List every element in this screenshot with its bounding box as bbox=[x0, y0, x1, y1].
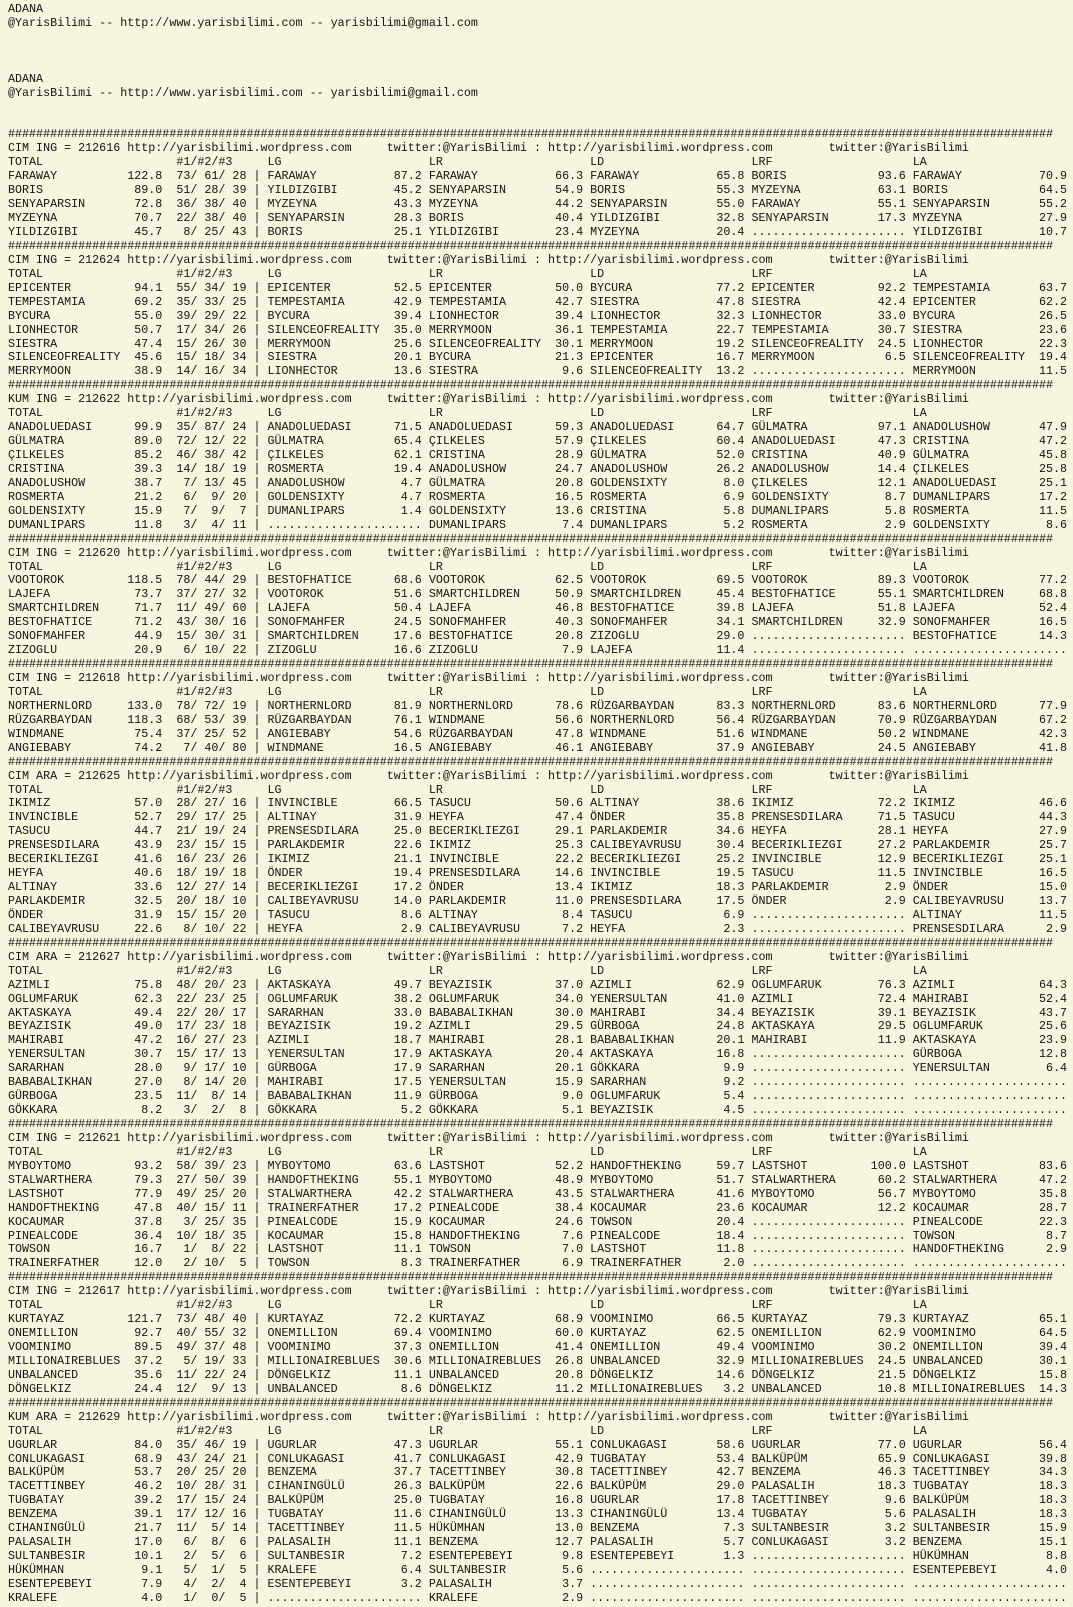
race-title: CIM ING = 212618 http://yarisbilimi.wordpress.com twitter:@YarisBilimi : http://yarisbilimi.wordpress.com twitter:@YarisBilimi bbox=[8, 671, 969, 685]
table-row: LASTSHOT 77.9 49/ 25/ 20 | STALWARTHERA 42.2 STALWARTHERA 43.5 STALWARTHERA 41.6 MYBOYTOMO 56.7 MYBOYTOMO 35.8 bbox=[8, 1186, 1068, 1201]
header-line bbox=[8, 45, 1073, 59]
table-row: LAJEFA 73.7 37/ 27/ 32 | VOOTOROK 51.6 SMARTCHILDREN 50.9 SMARTCHILDREN 45.4 BESTOFHATICE 55.1 SMARTCHILDREN 68.8 bbox=[8, 587, 1068, 602]
separator-line: ##################################################################################################################################################### bbox=[8, 754, 1054, 769]
separator-line: ##################################################################################################################################################### bbox=[8, 378, 1054, 393]
separator-line: ##################################################################################################################################################### bbox=[8, 531, 1054, 546]
table-row: CRISTINA 39.3 14/ 18/ 19 | ROSMERTA 19.4 ANADOLUSHOW 24.7 ANADOLUSHOW 26.2 ANADOLUSHOW 14.4 ÇILKELES 25.8 bbox=[8, 461, 1068, 476]
table-row: ÖNDER 31.9 15/ 15/ 20 | TASUCU 8.6 ALTINAY 8.4 TASUCU 6.9 ...................... ALTINAY 11.5 bbox=[8, 907, 1068, 922]
race-title: CIM ARA = 212625 http://yarisbilimi.wordpress.com twitter:@YarisBilimi : http://yarisbilimi.wordpress.com twitter:@YarisBilimi bbox=[8, 768, 969, 783]
table-row: DUMANLIPARS 11.8 3/ 4/ 11 | ...................... DUMANLIPARS 7.4 DUMANLIPARS 5.2 ROSMERTA 2.9 GOLDENSIXTY 8.6 bbox=[8, 517, 1068, 532]
table-row: YENERSULTAN 30.7 15/ 17/ 13 | YENERSULTAN 17.9 AKTASKAYA 20.4 AKTASKAYA 16.8 ...................... GÜRBOGA 12.8 bbox=[8, 1047, 1068, 1062]
table-row: GÜLMATRA 89.0 72/ 12/ 22 | GÜLMATRA 65.4 ÇILKELES 57.9 ÇILKELES 60.4 ANADOLUEDASI 47.3 CRISTINA 47.2 bbox=[8, 434, 1068, 449]
column-header: TOTAL #1/#2/#3 LG LR LD LRF LA bbox=[8, 406, 927, 421]
table-row: ALTINAY 33.6 12/ 27/ 14 | BECERIKLIEZGI 17.2 ÖNDER 13.4 IKIMIZ 18.3 PARLAKDEMIR 2.9 ÖNDER 15.0 bbox=[8, 880, 1068, 895]
table-row: KURTAYAZ 121.7 73/ 48/ 40 | KURTAYAZ 72.2 KURTAYAZ 68.9 VOOMINIMO 66.5 KURTAYAZ 79.3 KURTAYAZ 65.1 bbox=[8, 1312, 1068, 1327]
table-row: ANADOLUEDASI 99.9 35/ 87/ 24 | ANADOLUEDASI 71.5 ANADOLUEDASI 59.3 ANADOLUEDASI 64.7 GÜLMATRA 97.1 ANADOLUSHOW 47.9 bbox=[8, 420, 1068, 435]
table-row: TOWSON 16.7 1/ 8/ 22 | LASTSHOT 11.1 TOWSON 7.0 LASTSHOT 11.8 ...................... HANDOFTHEKING 2.9 bbox=[8, 1242, 1068, 1257]
table-row: GOLDENSIXTY 15.9 7/ 9/ 7 | DUMANLIPARS 1.4 GOLDENSIXTY 13.6 CRISTINA 5.8 DUMANLIPARS 5.8 ROSMERTA 11.5 bbox=[8, 503, 1068, 518]
table-row: ANADOLUSHOW 38.7 7/ 13/ 45 | ANADOLUSHOW 4.7 GÜLMATRA 20.8 GOLDENSIXTY 8.0 ÇILKELES 12.1 ANADOLUEDASI 25.1 bbox=[8, 475, 1068, 490]
header-line: @YarisBilimi -- http://www.yarisbilimi.com -- yarisbilimi@gmail.com bbox=[8, 15, 478, 30]
header-line: ADANA bbox=[8, 2, 44, 16]
table-row: CALIBEYAVRUSU 22.6 8/ 10/ 22 | HEYFA 2.9 CALIBEYAVRUSU 7.2 HEYFA 2.3 ...................... PRENSESDILARA 2.9 bbox=[8, 921, 1068, 936]
table-row: PALASALIH 17.0 6/ 8/ 6 | PALASALIH 11.1 BENZEMA 12.7 PALASALIH 5.7 CONLUKAGASI 3.2 BENZEMA 15.1 bbox=[8, 1535, 1068, 1550]
table-row: PINEALCODE 36.4 10/ 18/ 35 | KOCAUMAR 15.8 HANDOFTHEKING 7.6 PINEALCODE 18.4 ...................... TOWSON 8.7 bbox=[8, 1228, 1068, 1243]
table-row: KRALEFE 4.0 1/ 0/ 5 | ...................... KRALEFE 2.9 ...................... ...................... ...................... bbox=[8, 1590, 1068, 1605]
table-row: YILDIZGIBI 45.7 8/ 25/ 43 | BORIS 25.1 YILDIZGIBI 23.4 MYZEYNA 20.4 ...................... YILDIZGIBI 10.7 bbox=[8, 225, 1068, 239]
table-row: SULTANBESIR 10.1 2/ 5/ 6 | SULTANBESIR 7.2 ESENTEPEBEYI 9.8 ESENTEPEBEYI 1.3 ...................... HÜKÜMHAN 8.8 bbox=[8, 1549, 1068, 1564]
table-row: HÜKÜMHAN 9.1 5/ 1/ 5 | KRALEFE 6.4 SULTANBESIR 5.6 ...................... ...................... ESENTEPEBEYI 4.0 bbox=[8, 1563, 1068, 1577]
table-row: ZIZOGLU 20.9 6/ 10/ 22 | ZIZOGLU 16.6 ZIZOGLU 7.9 LAJEFA 11.4 ...................... ...................... bbox=[8, 643, 1068, 658]
race-title: CIM ING = 212617 http://yarisbilimi.wordpress.com twitter:@YarisBilimi : http://yarisbilimi.wordpress.com twitter:@YarisBilimi bbox=[8, 1284, 969, 1299]
table-row: TUGBATAY 39.2 17/ 15/ 24 | BALKÜPÜM 25.0 TUGBATAY 16.8 UGURLAR 17.8 TACETTINBEY 9.6 BALKÜPÜM 18.3 bbox=[8, 1493, 1068, 1508]
table-row: DÖNGELKIZ 24.4 12/ 9/ 13 | UNBALANCED 8.6 DÖNGELKIZ 11.2 MILLIONAIREBLUES 3.2 UNBALANCED 10.8 MILLIONAIREBLUES 14.3 bbox=[8, 1381, 1068, 1396]
table-row: AKTASKAYA 49.4 22/ 20/ 17 | SARARHAN 33.0 BABABALIKHAN 30.0 MAHIRABI 34.4 BEYAZISIK 39.1 BEYAZISIK 43.7 bbox=[8, 1005, 1068, 1020]
table-row: STALWARTHERA 79.3 27/ 50/ 39 | HANDOFTHEKING 55.1 MYBOYTOMO 48.9 MYBOYTOMO 51.7 STALWARTHERA 60.2 STALWARTHERA 47.2 bbox=[8, 1172, 1068, 1187]
race-title: CIM ING = 212620 http://yarisbilimi.wordpress.com twitter:@YarisBilimi : http://yarisbilimi.wordpress.com twitter:@YarisBilimi bbox=[8, 545, 969, 560]
table-row: TEMPESTAMIA 69.2 35/ 33/ 25 | TEMPESTAMIA 42.9 TEMPESTAMIA 42.7 SIESTRA 47.8 SIESTRA 42.4 EPICENTER 62.2 bbox=[8, 294, 1068, 309]
table-row: MAHIRABI 47.2 16/ 27/ 23 | AZIMLI 18.7 MAHIRABI 28.1 BABABALIKHAN 20.1 MAHIRABI 11.9 AKTASKAYA 23.9 bbox=[8, 1033, 1068, 1048]
separator-line: ##################################################################################################################################################### bbox=[8, 1395, 1054, 1410]
table-row: ESENTEPEBEYI 7.9 4/ 2/ 4 | ESENTEPEBEYI 3.2 PALASALIH 3.7 ...................... ...................... ...................... bbox=[8, 1576, 1068, 1591]
table-row: ONEMILLION 92.7 40/ 55/ 32 | ONEMILLION 69.4 VOOMINIMO 60.0 KURTAYAZ 62.5 ONEMILLION 62.9 VOOMINIMO 64.5 bbox=[8, 1326, 1068, 1341]
table-row: FARAWAY 122.8 73/ 61/ 28 | FARAWAY 87.2 FARAWAY 66.3 FARAWAY 65.8 BORIS 93.6 FARAWAY 70.9 bbox=[8, 169, 1068, 184]
table-row: OGLUMFARUK 62.3 22/ 23/ 25 | OGLUMFARUK 38.2 OGLUMFARUK 34.0 YENERSULTAN 41.0 AZIMLI 72.4 MAHIRABI 52.4 bbox=[8, 991, 1068, 1006]
table-row: BEYAZISIK 49.0 17/ 23/ 18 | BEYAZISIK 19.2 AZIMLI 29.5 GÜRBOGA 24.8 AKTASKAYA 29.5 OGLUMFARUK 25.6 bbox=[8, 1019, 1068, 1034]
table-row: SIESTRA 47.4 15/ 26/ 30 | MERRYMOON 25.6 SILENCEOFREALITY 30.1 MERRYMOON 19.2 SILENCEOFREALITY 24.5 LIONHECTOR 22.3 bbox=[8, 336, 1068, 351]
table-row: TACETTINBEY 46.2 10/ 28/ 31 | CIHANINGÜLÜ 26.3 BALKÜPÜM 22.6 BALKÜPÜM 29.0 PALASALIH 18.3 TUGBATAY 18.3 bbox=[8, 1479, 1068, 1494]
table-row: IKIMIZ 57.0 28/ 27/ 16 | INVINCIBLE 66.5 TASUCU 50.6 ALTINAY 38.6 IKIMIZ 72.2 IKIMIZ 46.6 bbox=[8, 796, 1068, 811]
table-row: HANDOFTHEKING 47.8 40/ 15/ 11 | TRAINERFATHER 17.2 PINEALCODE 38.4 KOCAUMAR 23.6 KOCAUMAR 12.2 KOCAUMAR 28.7 bbox=[8, 1200, 1068, 1215]
separator-line: ##################################################################################################################################################### bbox=[8, 935, 1054, 950]
table-row: SARARHAN 28.0 9/ 17/ 10 | GÜRBOGA 17.9 SARARHAN 20.1 GÖKKARA 9.9 ...................... YENERSULTAN 6.4 bbox=[8, 1061, 1068, 1076]
column-header: TOTAL #1/#2/#3 LG LR LD LRF LA bbox=[8, 266, 927, 281]
table-row: INVINCIBLE 52.7 29/ 17/ 25 | ALTINAY 31.9 HEYFA 47.4 ÖNDER 35.8 PRENSESDILARA 71.5 TASUCU 44.3 bbox=[8, 810, 1068, 825]
table-row: VOOTOROK 118.5 78/ 44/ 29 | BESTOFHATICE 68.6 VOOTOROK 62.5 VOOTOROK 69.5 VOOTOROK 89.3 VOOTOROK 77.2 bbox=[8, 573, 1068, 588]
table-row: WINDMANE 75.4 37/ 25/ 52 | ANGIEBABY 54.6 RÜZGARBAYDAN 47.8 WINDMANE 51.6 WINDMANE 50.2 WINDMANE 42.3 bbox=[8, 726, 1068, 741]
race-title: CIM ING = 212621 http://yarisbilimi.wordpress.com twitter:@YarisBilimi : http://yarisbilimi.wordpress.com twitter:@YarisBilimi bbox=[8, 1130, 969, 1145]
separator-line: ##################################################################################################################################################### bbox=[8, 127, 1054, 142]
table-row: TRAINERFATHER 12.0 2/ 10/ 5 | TOWSON 8.3 TRAINERFATHER 6.9 TRAINERFATHER 2.0 ...................... ...................... bbox=[8, 1256, 1068, 1271]
table-row: MERRYMOON 38.9 14/ 16/ 34 | LIONHECTOR 13.6 SIESTRA 9.6 SILENCEOFREALITY 13.2 ...................... MERRYMOON 11.5 bbox=[8, 364, 1068, 379]
table-row: BECERIKLIEZGI 41.6 16/ 23/ 26 | IKIMIZ 21.1 INVINCIBLE 22.2 BECERIKLIEZGI 25.2 INVINCIBLE 12.9 BECERIKLIEZGI 25.1 bbox=[8, 852, 1068, 867]
table-row: ÇILKELES 85.2 46/ 38/ 42 | ÇILKELES 62.1 CRISTINA 28.9 GÜLMATRA 52.0 CRISTINA 40.9 GÜLMATRA 45.8 bbox=[8, 448, 1068, 462]
column-header: TOTAL #1/#2/#3 LG LR LD LRF LA bbox=[8, 1298, 927, 1313]
column-header: TOTAL #1/#2/#3 LG LR LD LRF LA bbox=[8, 1423, 927, 1438]
header-line: @YarisBilimi -- http://www.yarisbilimi.com -- yarisbilimi@gmail.com bbox=[8, 85, 478, 100]
table-row: HEYFA 40.6 18/ 19/ 18 | ÖNDER 19.4 PRENSESDILARA 14.6 INVINCIBLE 19.5 TASUCU 11.5 INVINCIBLE 16.5 bbox=[8, 866, 1068, 881]
header-line bbox=[8, 101, 1073, 115]
table-row: CIHANINGÜLÜ 21.7 11/ 5/ 14 | TACETTINBEY 11.5 HÜKÜMHAN 13.0 BENZEMA 7.3 SULTANBESIR 3.2 SULTANBESIR 15.9 bbox=[8, 1521, 1068, 1536]
table-row: PRENSESDILARA 43.9 23/ 15/ 15 | PARLAKDEMIR 22.6 IKIMIZ 25.3 CALIBEYAVRUSU 30.4 BECERIKLIEZGI 27.2 PARLAKDEMIR 25.7 bbox=[8, 838, 1068, 853]
table-row: LIONHECTOR 50.7 17/ 34/ 26 | SILENCEOFREALITY 35.0 MERRYMOON 36.1 TEMPESTAMIA 22.7 TEMPESTAMIA 30.7 SIESTRA 23.6 bbox=[8, 322, 1068, 337]
table-row: BALKÜPÜM 53.7 20/ 25/ 20 | BENZEMA 37.7 TACETTINBEY 30.8 TACETTINBEY 42.7 BENZEMA 46.3 TACETTINBEY 34.3 bbox=[8, 1465, 1068, 1480]
table-row: KOCAUMAR 37.8 3/ 25/ 35 | PINEALCODE 15.9 KOCAUMAR 24.6 TOWSON 20.4 ...................... PINEALCODE 22.3 bbox=[8, 1214, 1068, 1229]
column-header: TOTAL #1/#2/#3 LG LR LD LRF LA bbox=[8, 963, 927, 978]
table-row: BABABALIKHAN 27.0 8/ 14/ 20 | MAHIRABI 17.5 YENERSULTAN 15.9 SARARHAN 9.2 ...................... ...................... bbox=[8, 1075, 1068, 1090]
table-row: SMARTCHILDREN 71.7 11/ 49/ 60 | LAJEFA 50.4 LAJEFA 46.8 BESTOFHATICE 39.8 LAJEFA 51.8 LAJEFA 52.4 bbox=[8, 601, 1068, 616]
header-line bbox=[8, 59, 1073, 73]
table-row: SILENCEOFREALITY 45.6 15/ 18/ 34 | SIESTRA 20.1 BYCURA 21.3 EPICENTER 16.7 MERRYMOON 6.5 SILENCEOFREALITY 19.4 bbox=[8, 350, 1068, 365]
race-title: CIM ING = 212624 http://yarisbilimi.wordpress.com twitter:@YarisBilimi : http://yarisbilimi.wordpress.com twitter:@YarisBilimi bbox=[8, 252, 969, 267]
table-row: ROSMERTA 21.2 6/ 9/ 20 | GOLDENSIXTY 4.7 ROSMERTA 16.5 ROSMERTA 6.9 GOLDENSIXTY 8.7 DUMANLIPARS 17.2 bbox=[8, 489, 1068, 504]
table-row: GÖKKARA 8.2 3/ 2/ 8 | GÖKKARA 5.2 GÖKKARA 5.1 BEYAZISIK 4.5 ...................... ...................... bbox=[8, 1103, 1068, 1118]
separator-line: ##################################################################################################################################################### bbox=[8, 1270, 1054, 1285]
separator-line: ##################################################################################################################################################### bbox=[8, 657, 1054, 672]
table-row: SONOFMAHFER 44.9 15/ 30/ 31 | SMARTCHILDREN 17.6 BESTOFHATICE 20.8 ZIZOGLU 29.0 ...................... BESTOFHATICE 14.3 bbox=[8, 629, 1068, 644]
column-header: TOTAL #1/#2/#3 LG LR LD LRF LA bbox=[8, 1144, 927, 1159]
table-row: MYBOYTOMO 93.2 58/ 39/ 23 | MYBOYTOMO 63.6 LASTSHOT 52.2 HANDOFTHEKING 59.7 LASTSHOT 100.0 LASTSHOT 83.6 bbox=[8, 1158, 1068, 1173]
column-header: TOTAL #1/#2/#3 LG LR LD LRF LA bbox=[8, 155, 927, 170]
separator-line: ##################################################################################################################################################### bbox=[8, 1117, 1054, 1131]
table-row: CONLUKAGASI 68.9 43/ 24/ 21 | CONLUKAGASI 41.7 CONLUKAGASI 42.9 TUGBATAY 53.4 BALKÜPÜM 65.9 CONLUKAGASI 39.8 bbox=[8, 1451, 1068, 1466]
race-title: CIM ARA = 212627 http://yarisbilimi.wordpress.com twitter:@YarisBilimi : http://yarisbilimi.wordpress.com twitter:@YarisBilimi bbox=[8, 949, 969, 964]
header-line bbox=[8, 31, 1073, 45]
table-row: MYZEYNA 70.7 22/ 38/ 40 | SENYAPARSIN 28.3 BORIS 40.4 YILDIZGIBI 32.8 SENYAPARSIN 17.3 MYZEYNA 27.9 bbox=[8, 211, 1068, 226]
separator-line: ##################################################################################################################################################### bbox=[8, 238, 1054, 253]
table-row: PARLAKDEMIR 32.5 20/ 18/ 10 | CALIBEYAVRUSU 14.0 PARLAKDEMIR 11.0 PRENSESDILARA 17.5 ÖNDER 2.9 CALIBEYAVRUSU 13.7 bbox=[8, 894, 1068, 908]
table-row: BESTOFHATICE 71.2 43/ 30/ 16 | SONOFMAHFER 24.5 SONOFMAHFER 40.3 SONOFMAHFER 34.1 SMARTCHILDREN 32.9 SONOFMAHFER 16.5 bbox=[8, 615, 1068, 630]
table-row: MILLIONAIREBLUES 37.2 5/ 19/ 33 | MILLIONAIREBLUES 30.6 MILLIONAIREBLUES 26.8 UNBALANCED 32.9 MILLIONAIREBLUES 24.5 UNBALANCED 30.1 bbox=[8, 1353, 1068, 1368]
race-title: KUM ING = 212622 http://yarisbilimi.wordpress.com twitter:@YarisBilimi : http://yarisbilimi.wordpress.com twitter:@YarisBilimi bbox=[8, 392, 969, 407]
column-header: TOTAL #1/#2/#3 LG LR LD LRF LA bbox=[8, 684, 927, 699]
table-row: TASUCU 44.7 21/ 19/ 24 | PRENSESDILARA 25.0 BECERIKLIEZGI 29.1 PARLAKDEMIR 34.6 HEYFA 28.1 HEYFA 27.9 bbox=[8, 824, 1068, 839]
table-row: EPICENTER 94.1 55/ 34/ 19 | EPICENTER 52.5 EPICENTER 50.0 BYCURA 77.2 EPICENTER 92.2 TEMPESTAMIA 63.7 bbox=[8, 280, 1068, 295]
table-row: BYCURA 55.0 39/ 29/ 22 | BYCURA 39.4 LIONHECTOR 39.4 LIONHECTOR 32.3 LIONHECTOR 33.0 BYCURA 26.5 bbox=[8, 308, 1068, 323]
header-line bbox=[8, 115, 1073, 129]
table-row: BENZEMA 39.1 17/ 12/ 16 | TUGBATAY 11.6 CIHANINGÜLÜ 13.3 CIHANINGÜLÜ 13.4 TUGBATAY 5.6 PALASALIH 18.3 bbox=[8, 1507, 1068, 1522]
table-row: SENYAPARSIN 72.8 36/ 38/ 40 | MYZEYNA 43.3 MYZEYNA 44.2 SENYAPARSIN 55.0 FARAWAY 55.1 SENYAPARSIN 55.2 bbox=[8, 197, 1068, 212]
table-row: NORTHERNLORD 133.0 78/ 72/ 19 | NORTHERNLORD 81.9 NORTHERNLORD 78.6 RÜZGARBAYDAN 83.3 NORTHERNLORD 83.6 NORTHERNLORD 77.9 bbox=[8, 698, 1068, 713]
table-row: UGURLAR 84.0 35/ 46/ 19 | UGURLAR 47.3 UGURLAR 55.1 CONLUKAGASI 58.6 UGURLAR 77.0 UGURLAR 56.4 bbox=[8, 1437, 1068, 1452]
table-row: BORIS 89.0 51/ 28/ 39 | YILDIZGIBI 45.2 SENYAPARSIN 54.9 BORIS 55.3 MYZEYNA 63.1 BORIS 64.5 bbox=[8, 183, 1068, 198]
table-row: RÜZGARBAYDAN 118.3 68/ 53/ 39 | RÜZGARBAYDAN 76.1 WINDMANE 56.6 NORTHERNLORD 56.4 RÜZGARBAYDAN 70.9 RÜZGARBAYDAN 67.2 bbox=[8, 712, 1068, 727]
table-row: VOOMINIMO 89.5 49/ 37/ 48 | VOOMINIMO 37.3 ONEMILLION 41.4 ONEMILLION 49.4 VOOMINIMO 30.2 ONEMILLION 39.4 bbox=[8, 1340, 1068, 1354]
header-line: ADANA bbox=[8, 71, 44, 86]
race-title: KUM ARA = 212629 http://yarisbilimi.wordpress.com twitter:@YarisBilimi : http://yarisbilimi.wordpress.com twitter:@YarisBilimi bbox=[8, 1409, 969, 1424]
table-row: ANGIEBABY 74.2 7/ 40/ 80 | WINDMANE 16.5 ANGIEBABY 46.1 ANGIEBABY 37.9 ANGIEBABY 24.5 ANGIEBABY 41.8 bbox=[8, 740, 1068, 755]
table-row: AZIMLI 75.8 48/ 20/ 23 | AKTASKAYA 49.7 BEYAZISIK 37.0 AZIMLI 62.9 OGLUMFARUK 76.3 AZIMLI 64.3 bbox=[8, 977, 1068, 992]
column-header: TOTAL #1/#2/#3 LG LR LD LRF LA bbox=[8, 782, 927, 797]
column-header: TOTAL #1/#2/#3 LG LR LD LRF LA bbox=[8, 559, 927, 574]
table-row: UNBALANCED 35.6 11/ 22/ 24 | DÖNGELKIZ 11.1 UNBALANCED 20.8 DÖNGELKIZ 14.6 DÖNGELKIZ 21.5 DÖNGELKIZ 15.8 bbox=[8, 1367, 1068, 1382]
race-title: CIM ING = 212616 http://yarisbilimi.wordpress.com twitter:@YarisBilimi : http://yarisbilimi.wordpress.com twitter:@YarisBilimi bbox=[8, 141, 969, 156]
table-row: GÜRBOGA 23.5 11/ 8/ 14 | BABABALIKHAN 11.9 GÜRBOGA 9.0 OGLUMFARUK 5.4 ...................... ...................... bbox=[8, 1089, 1068, 1104]
